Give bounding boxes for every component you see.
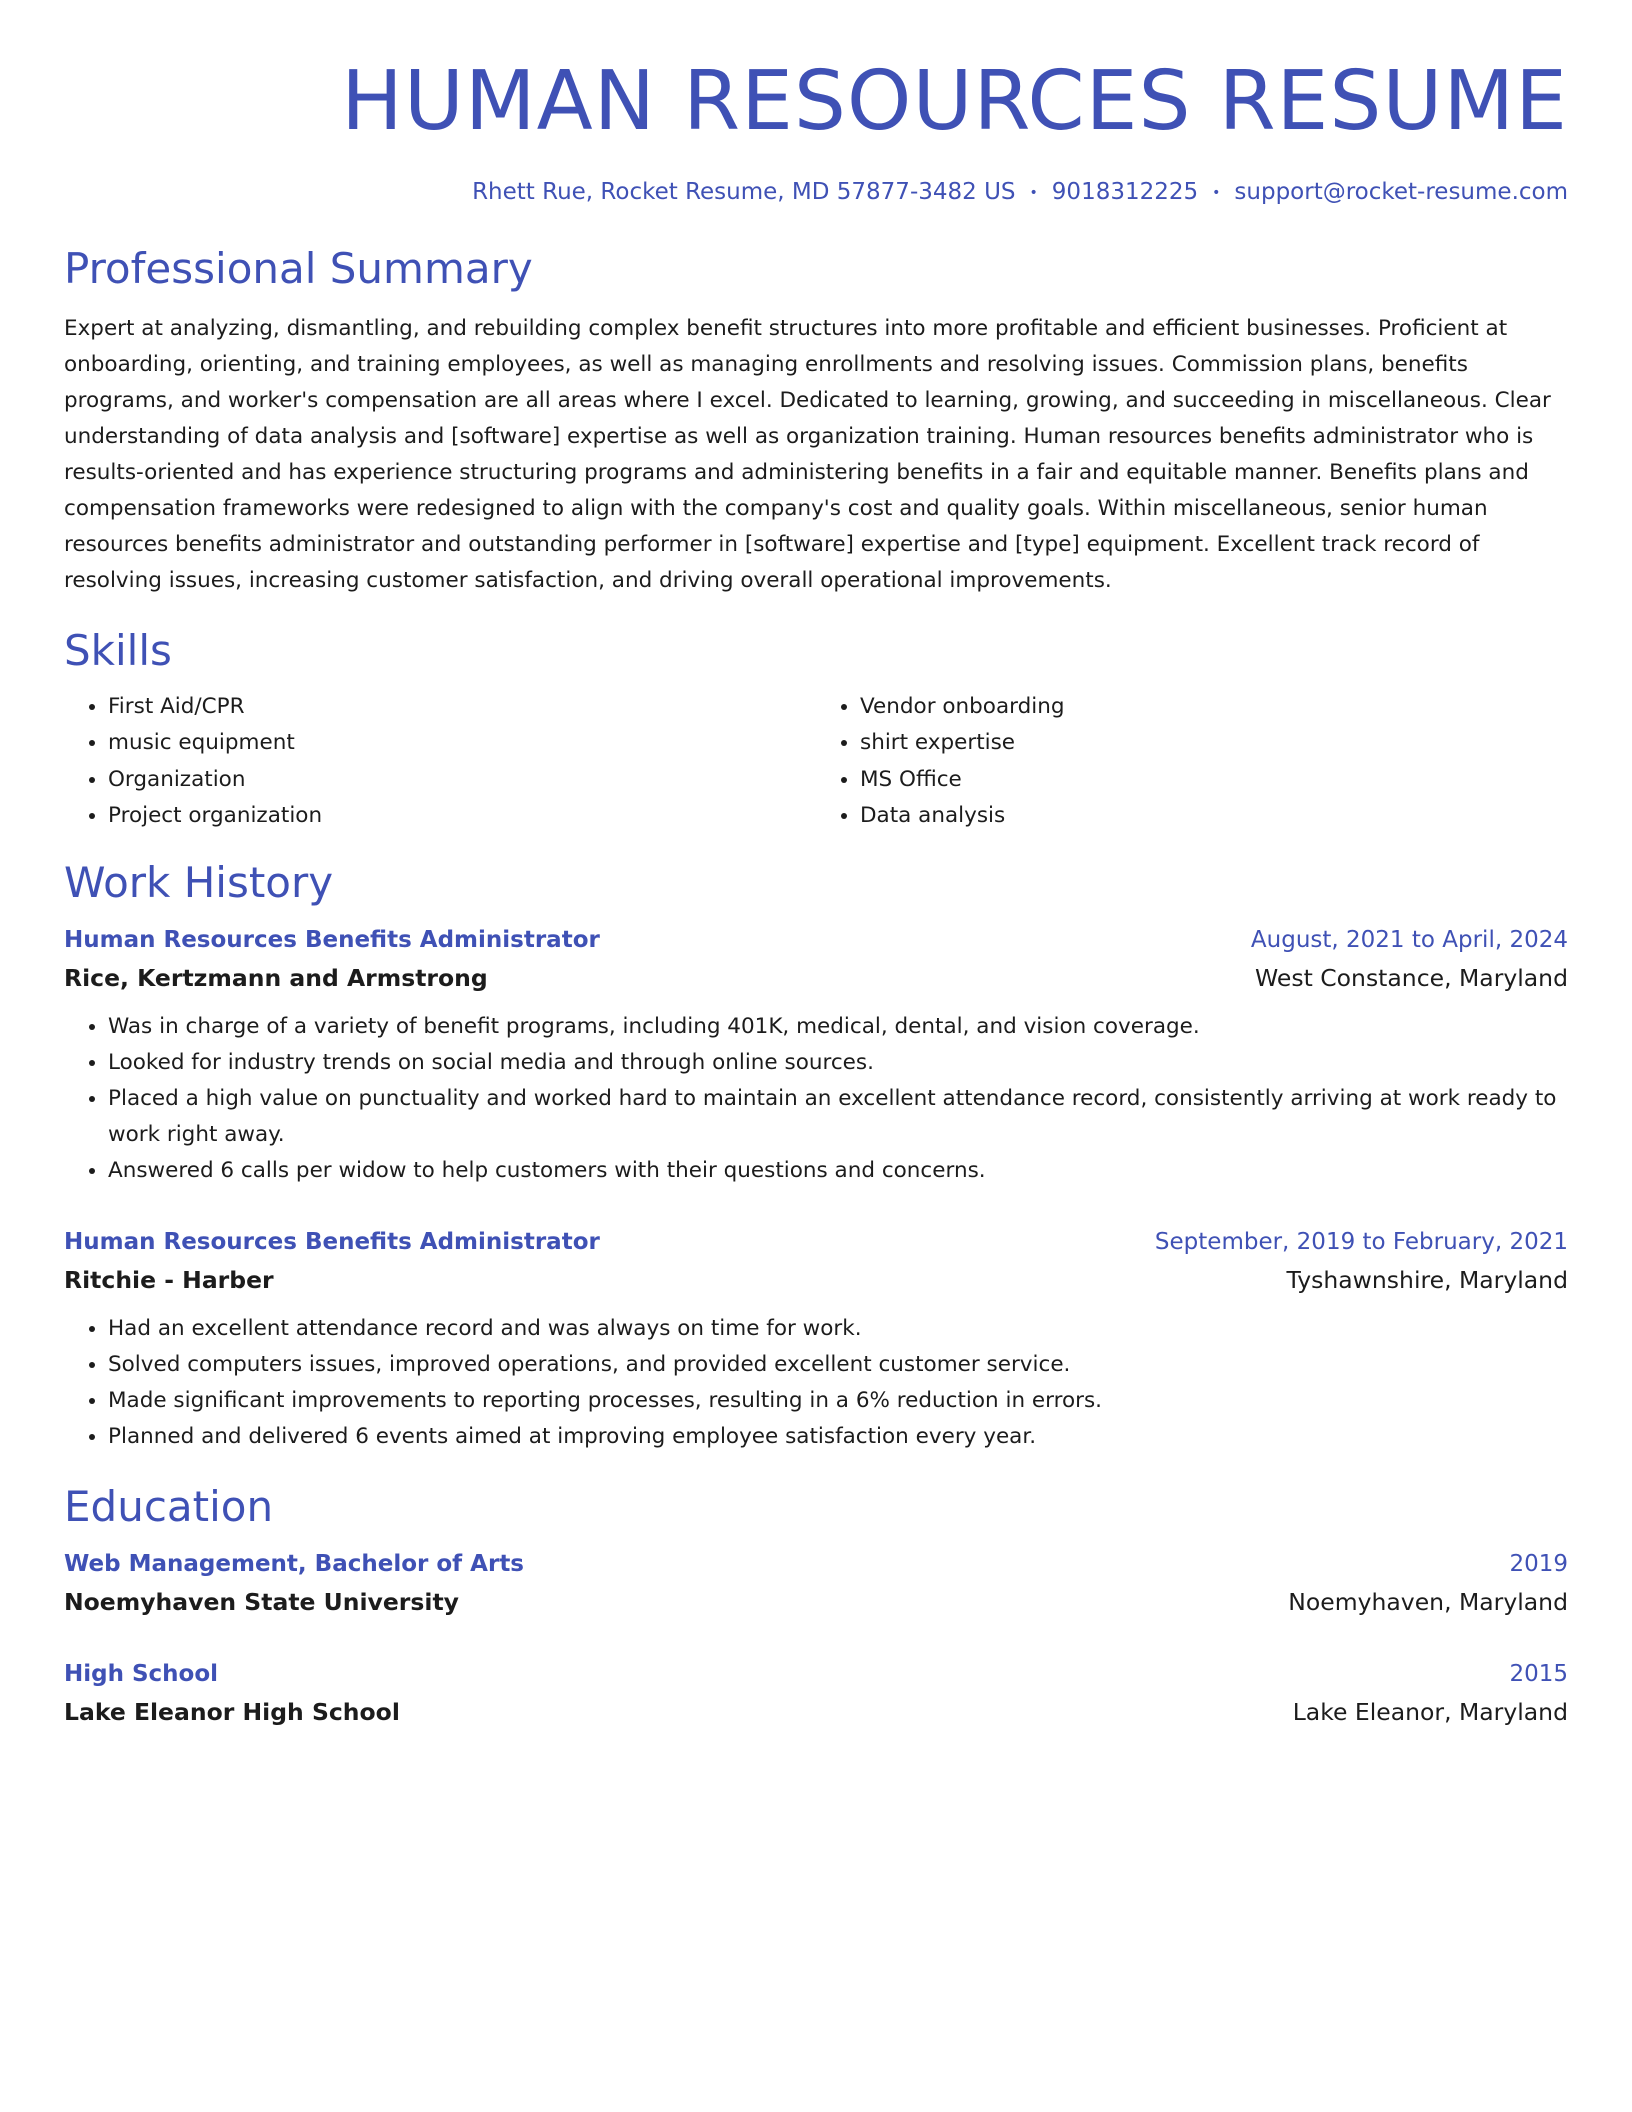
section-heading-education: Education — [64, 1481, 274, 1531]
job-title: Human Resources Benefits Administrator — [64, 926, 600, 953]
job-title-row — [64, 921, 1568, 959]
section-heading-work-history: Work History — [64, 857, 334, 907]
job-bullet: • Had an excellent attendance record and was always on time for work. — [108, 1311, 1568, 1347]
contact-separator: • — [1212, 184, 1221, 201]
job-title-row — [64, 1223, 1568, 1261]
education-degree: High School — [64, 1660, 219, 1687]
education-school: Noemyhaven State University — [64, 1587, 459, 1616]
education-school-row — [64, 1583, 1568, 1621]
education-degree-row — [64, 1545, 1568, 1583]
education-year: 2015 — [1509, 1660, 1568, 1687]
job-bullets — [64, 1009, 1568, 1189]
job-company: Rice, Kertzmann and Armstrong — [64, 963, 488, 992]
job-title: Human Resources Benefits Administrator — [64, 1228, 600, 1255]
job-dates: September, 2019 to February, 2021 — [1154, 1228, 1568, 1255]
contact-separator: • — [1029, 184, 1038, 201]
job-bullet: • Made significant improvements to reporting processes, resulting in a 6% reduction in errors. — [108, 1383, 1568, 1419]
job-entry — [64, 1223, 1568, 1455]
skill-item: • Vendor onboarding — [860, 689, 1568, 726]
job-bullet: • Solved computers issues, improved operations, and provided excellent customer service. — [108, 1347, 1568, 1383]
education-school: Lake Eleanor High School — [64, 1697, 400, 1726]
job-location: Tyshawnshire, Maryland — [1286, 1265, 1568, 1294]
skill-item: • Data analysis — [860, 798, 1568, 835]
section-heading-skills: Skills — [64, 625, 172, 675]
job-bullet: • Was in charge of a variety of benefit programs, including 401K, medical, dental, and vision coverage. — [108, 1009, 1568, 1045]
job-company-row — [64, 1261, 1568, 1299]
education-school-row — [64, 1693, 1568, 1731]
job-bullet: • Answered 6 calls per widow to help customers with their questions and concerns. — [108, 1153, 1568, 1189]
skill-item: • music equipment — [108, 725, 816, 762]
contact-line — [64, 176, 1568, 209]
job-company-row — [64, 959, 1568, 997]
work-history-section — [64, 857, 1568, 1455]
job-dates: August, 2021 to April, 2024 — [1250, 926, 1568, 953]
education-location: Noemyhaven, Maryland — [1288, 1587, 1568, 1616]
education-degree-row — [64, 1655, 1568, 1693]
education-degree: Web Management, Bachelor of Arts — [64, 1550, 524, 1577]
job-bullet: • Placed a high value on punctuality and worked hard to maintain an excellent attendance record, consistently arriving at work ready to work right away. — [108, 1081, 1568, 1153]
skill-item: • Organization — [108, 762, 816, 799]
education-entry — [64, 1655, 1568, 1731]
education-year: 2019 — [1509, 1550, 1568, 1577]
job-bullets — [64, 1311, 1568, 1455]
skills-list-left — [64, 689, 816, 835]
job-company: Ritchie - Harber — [64, 1265, 274, 1294]
skill-item: • MS Office — [860, 762, 1568, 799]
contact-email[interactable]: support@rocket-resume.com — [1234, 179, 1568, 205]
job-bullet: • Looked for industry trends on social media and through online sources. — [108, 1045, 1568, 1081]
job-location: West Constance, Maryland — [1255, 963, 1568, 992]
skills-list-right — [816, 689, 1568, 835]
job-entry — [64, 921, 1568, 1189]
resume-title: HUMAN RESOURCES RESUME — [341, 54, 1568, 149]
contact-phone: 9018312225 — [1051, 179, 1199, 205]
skill-item: • shirt expertise — [860, 725, 1568, 762]
education-location: Lake Eleanor, Maryland — [1292, 1697, 1568, 1726]
skill-item: • First Aid/CPR — [108, 689, 816, 726]
section-heading-summary: Professional Summary — [64, 243, 533, 293]
education-entry — [64, 1545, 1568, 1621]
skills-section — [64, 625, 1568, 835]
education-section — [64, 1481, 1568, 1731]
summary-section — [64, 243, 1568, 599]
job-bullet: • Planned and delivered 6 events aimed at improving employee satisfaction every year. — [108, 1419, 1568, 1455]
contact-address: Rhett Rue, Rocket Resume, MD 57877-3482 US — [472, 179, 1016, 205]
summary-text: Expert at analyzing, dismantling, and rebuilding complex benefit structures into more profitable and efficient businesses. Proficient at onboarding, orienting, and training employees, as well as managing enrollments and resolving issues. Commission plans, benefits programs, and worker's compensation are all areas where I excel. Dedicated to learning, growing, and succeeding in miscellaneous. Clear understanding of data analysis and [software] expertise as well as organization training. Human resources benefits administrator who is results-oriented and has experience structuring programs and administering benefits in a fair and equitable manner. Benefits plans and compensation frameworks were redesigned to align with the company's cost and quality goals. Within miscellaneous, senior human resources benefits administrator and outstanding performer in [software] expertise and [type] equipment. Excellent track record of resolving issues, increasing customer satisfaction, and driving overall operational improvements. — [64, 315, 1551, 593]
skills-columns — [64, 689, 1568, 835]
skill-item: • Project organization — [108, 798, 816, 835]
resume-header — [64, 52, 1568, 209]
